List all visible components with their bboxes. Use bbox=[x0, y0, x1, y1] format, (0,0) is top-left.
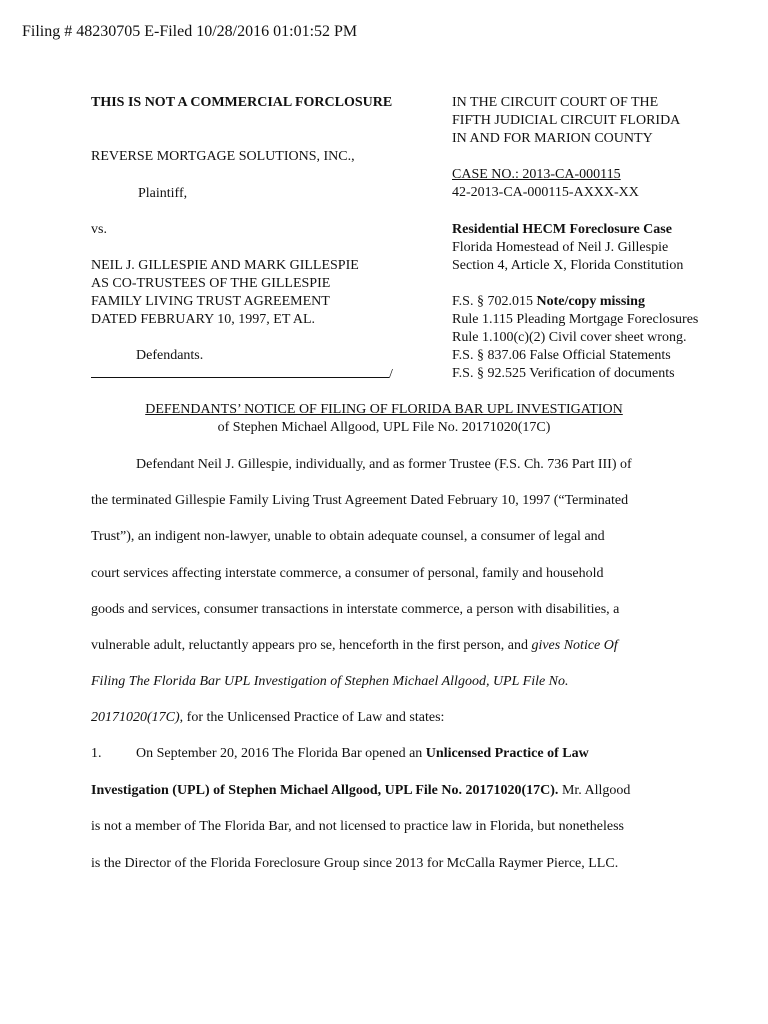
plaintiff-label: Plaintiff, bbox=[138, 186, 188, 201]
rule-line-2: Rule 1.100(c)(2) Civil cover sheet wrong. bbox=[452, 330, 687, 345]
rule-line-4: F.S. § 92.525 Verification of documents bbox=[452, 366, 675, 381]
body-line-7: Filing The Florida Bar UPL Investigation of Stephen Michael Allgood, UPL File No. bbox=[91, 674, 569, 689]
case-number-alt: 42-2013-CA-000115-AXXX-XX bbox=[452, 185, 639, 200]
body-line-6 bbox=[91, 637, 618, 655]
item-1-line-2-bold: Investigation (UPL) of Stephen Michael Allgood, UPL File No. 20171020(17C). bbox=[91, 783, 559, 798]
caption-signature-line bbox=[91, 364, 396, 384]
statute-702 bbox=[452, 293, 645, 311]
body-line-5: goods and services, consumer transactions in interstate commerce, a person with disabilities, a bbox=[91, 602, 620, 617]
defendant-line-1: NEIL J. GILLESPIE AND MARK GILLESPIE bbox=[91, 258, 359, 273]
defendants-label: Defendants. bbox=[136, 348, 204, 363]
commercial-foreclosure-notice: THIS IS NOT A COMMERCIAL FORCLOSURE bbox=[91, 95, 393, 110]
body-line-8-italic: 20171020(17C) bbox=[91, 710, 180, 725]
document-subtitle: of Stephen Michael Allgood, UPL File No. 20171020(17C) bbox=[217, 420, 551, 435]
homestead-line-1: Florida Homestead of Neil J. Gillespie bbox=[452, 240, 669, 255]
item-1-line-1-text: On September 20, 2016 The Florida Bar opened an bbox=[136, 746, 426, 761]
item-1-line-1-bold: Unlicensed Practice of Law bbox=[425, 746, 589, 761]
body-line-1: Defendant Neil J. Gillespie, individually, and as former Trustee (F.S. Ch. 736 Part III) of bbox=[136, 457, 632, 472]
rule-line-3: F.S. § 837.06 False Official Statements bbox=[452, 348, 671, 363]
court-line-1: IN THE CIRCUIT COURT OF THE bbox=[452, 95, 659, 110]
defendant-line-4: DATED FEBRUARY 10, 1997, ET AL. bbox=[91, 312, 316, 327]
item-1-line-4: is the Director of the Florida Foreclosure Group since 2013 for McCalla Raymer Pierce, LLC. bbox=[91, 856, 619, 871]
document-title: DEFENDANTS’ NOTICE OF FILING OF FLORIDA BAR UPL INVESTIGATION bbox=[145, 402, 623, 417]
body-line-3: Trust”), an indigent non-lawyer, unable to obtain adequate counsel, a consumer of legal and bbox=[91, 529, 605, 544]
case-number: CASE NO.: 2013-CA-000115 bbox=[452, 167, 621, 182]
filing-stamp: Filing # 48230705 E-Filed 10/28/2016 01:01:52 PM bbox=[22, 23, 358, 40]
body-line-8-text: , for the Unlicensed Practice of Law and states: bbox=[179, 710, 445, 725]
statute-702-note: Note/copy missing bbox=[536, 294, 645, 309]
caption-slash: / bbox=[389, 367, 393, 382]
body-line-6-italic: gives Notice Of bbox=[531, 638, 618, 653]
body-line-6-text: vulnerable adult, reluctantly appears pro se, henceforth in the first person, and bbox=[91, 638, 532, 653]
item-1-line-3: is not a member of The Florida Bar, and not licensed to practice law in Florida, but nonetheless bbox=[91, 819, 624, 834]
body-line-4: court services affecting interstate commerce, a consumer of personal, family and household bbox=[91, 566, 604, 581]
item-1-line-2 bbox=[91, 782, 630, 800]
item-1-line-2-text: Mr. Allgood bbox=[558, 783, 631, 798]
case-type: Residential HECM Foreclosure Case bbox=[452, 222, 672, 237]
item-1-line-1 bbox=[136, 745, 589, 763]
defendant-line-2: AS CO-TRUSTEES OF THE GILLESPIE bbox=[91, 276, 331, 291]
statute-702-prefix: F.S. § 702.015 bbox=[452, 294, 537, 309]
body-line-8 bbox=[91, 709, 444, 727]
body-line-2: the terminated Gillespie Family Living Trust Agreement Dated February 10, 1997 (“Terminated bbox=[91, 493, 629, 508]
caption-rule bbox=[91, 364, 389, 378]
defendant-line-3: FAMILY LIVING TRUST AGREEMENT bbox=[91, 294, 330, 309]
court-line-3: IN AND FOR MARION COUNTY bbox=[452, 131, 653, 146]
item-1-number: 1. bbox=[91, 746, 102, 761]
rule-line-1: Rule 1.115 Pleading Mortgage Foreclosures bbox=[452, 312, 699, 327]
homestead-line-2: Section 4, Article X, Florida Constitution bbox=[452, 258, 684, 273]
court-line-2: FIFTH JUDICIAL CIRCUIT FLORIDA bbox=[452, 113, 681, 128]
plaintiff-name: REVERSE MORTGAGE SOLUTIONS, INC., bbox=[91, 149, 355, 164]
versus-label: vs. bbox=[91, 222, 107, 237]
